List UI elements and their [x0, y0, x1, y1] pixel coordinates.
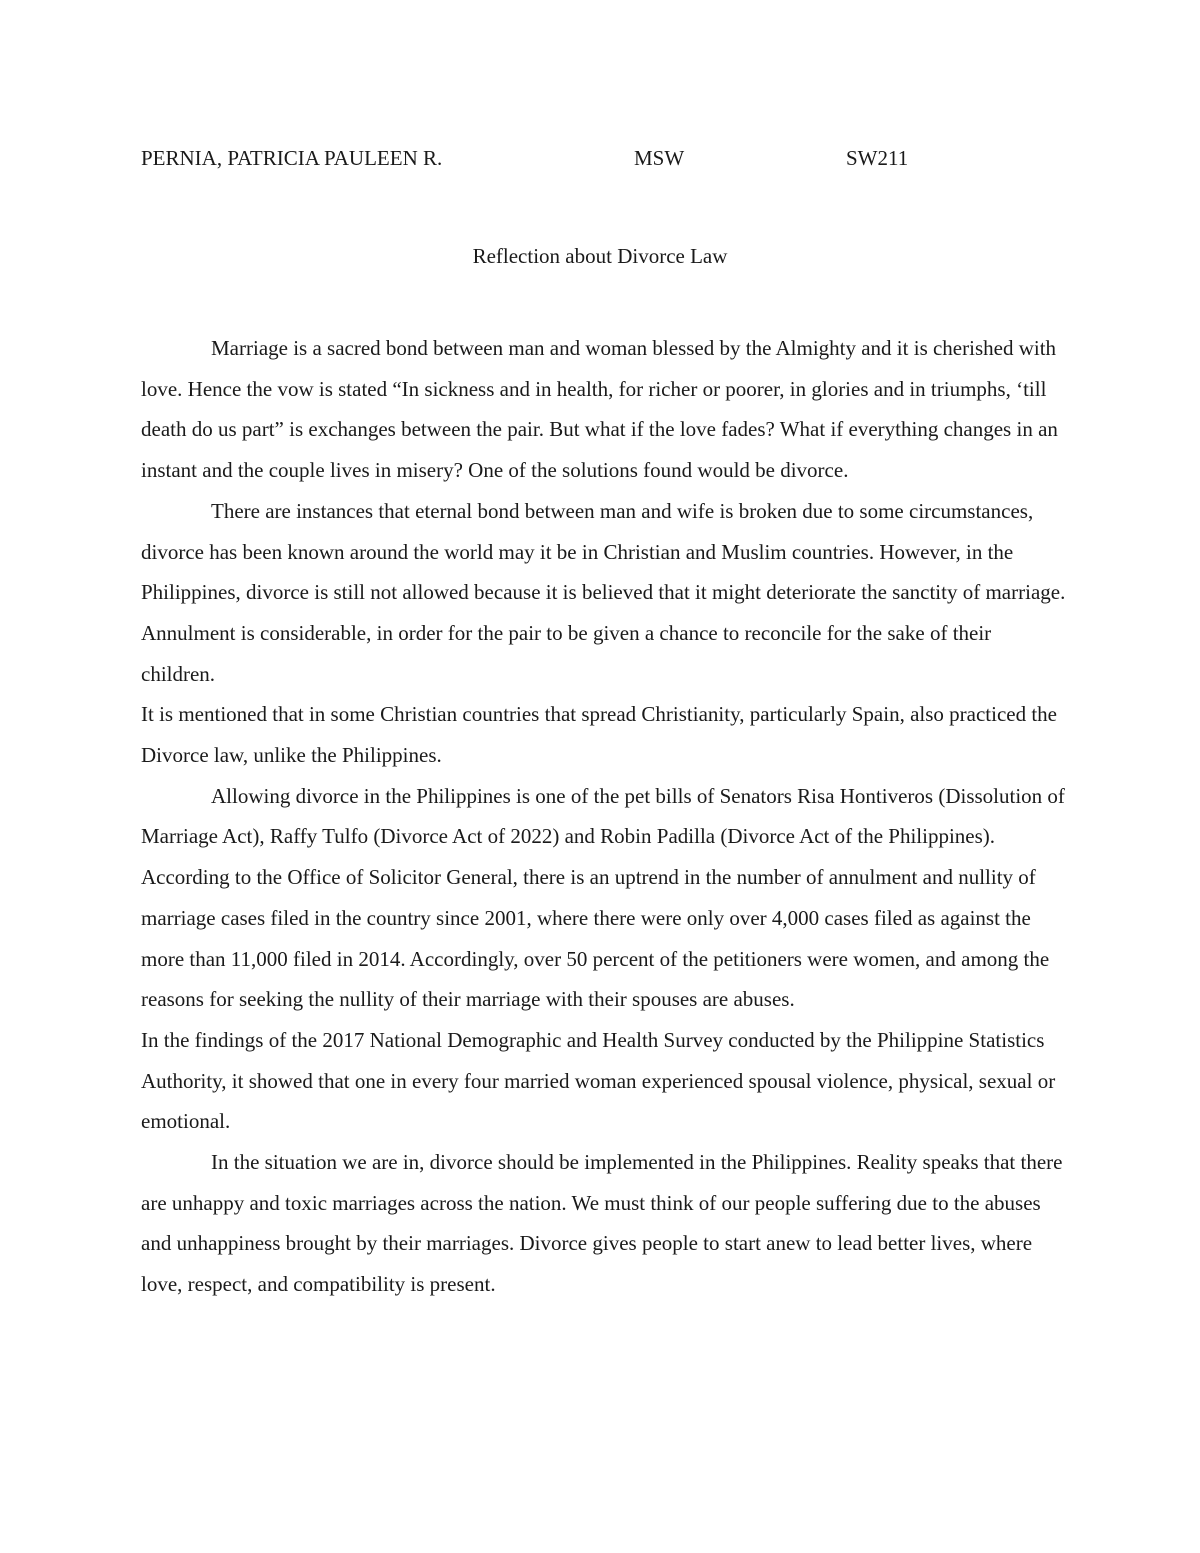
document-header [141, 145, 1061, 175]
paragraph-1: Marriage is a sacred bond between man and woman blessed by the Almighty and it is cherished with love. Hence the vow is stated “In sickness and in health, for richer or poorer, in glories and in triumphs, ‘till death do us part” is exchanges between the pair. But what if the love fades? What if everything changes in an instant and the couple lives in misery? One of the solutions found would be divorce. [141, 336, 1058, 483]
paragraph-2: There are instances that eternal bond between man and wife is broken due to some circumstances, divorce has been known around the world may it be in Christian and Muslim countries. However, in the Philippines, divorce is still not allowed because it is believed that it might deteriorate the sanctity of marriage. Annulment is considerable, in order for the pair to be given a chance to reconcile for the sake of their children. [141, 498, 1066, 686]
student-name: PERNIA, PATRICIA PAULEEN R. [141, 146, 443, 170]
paragraph-5: In the findings of the 2017 National Demographic and Health Survey conducted by the Philippine Statistics Authority, it showed that one in every four married woman experienced spousal violence, physical, sexual or emotional. [141, 1027, 1056, 1134]
program-label: MSW [634, 146, 685, 170]
course-code: SW211 [846, 146, 909, 170]
paragraph-3: It is mentioned that in some Christian countries that spread Christianity, particularly Spain, also practiced the Divorce law, unlike the Philippines. [141, 702, 1058, 768]
paragraph-4: Allowing divorce in the Philippines is one of the pet bills of Senators Risa Hontiveros (Dissolution of Marriage Act), Raffy Tulfo (Divorce Act of 2022) and Robin Padilla (Divorce Act of the Philippines). According to the Office of Solicitor General, there is an uptrend in the number of annulment and nullity of marriage cases filed in the country since 2001, where there were only over 4,000 cases filed as against the more than 11,000 filed in 2014. Accordingly, over 50 percent of the petitioners were women, and among the reasons for seeking the nullity of their marriage with their spouses are abuses. [141, 783, 1065, 1012]
paragraph-6: In the situation we are in, divorce should be implemented in the Philippines. Reality speaks that there are unhappy and toxic marriages across the nation. We must think of our people suffering due to the abuses and unhappiness brought by their marriages. Divorce gives people to start anew to lead better lives, where love, respect, and compatibility is present. [141, 1150, 1063, 1297]
document-body [141, 328, 1066, 1305]
document-title: Reflection about Divorce Law [472, 244, 728, 268]
